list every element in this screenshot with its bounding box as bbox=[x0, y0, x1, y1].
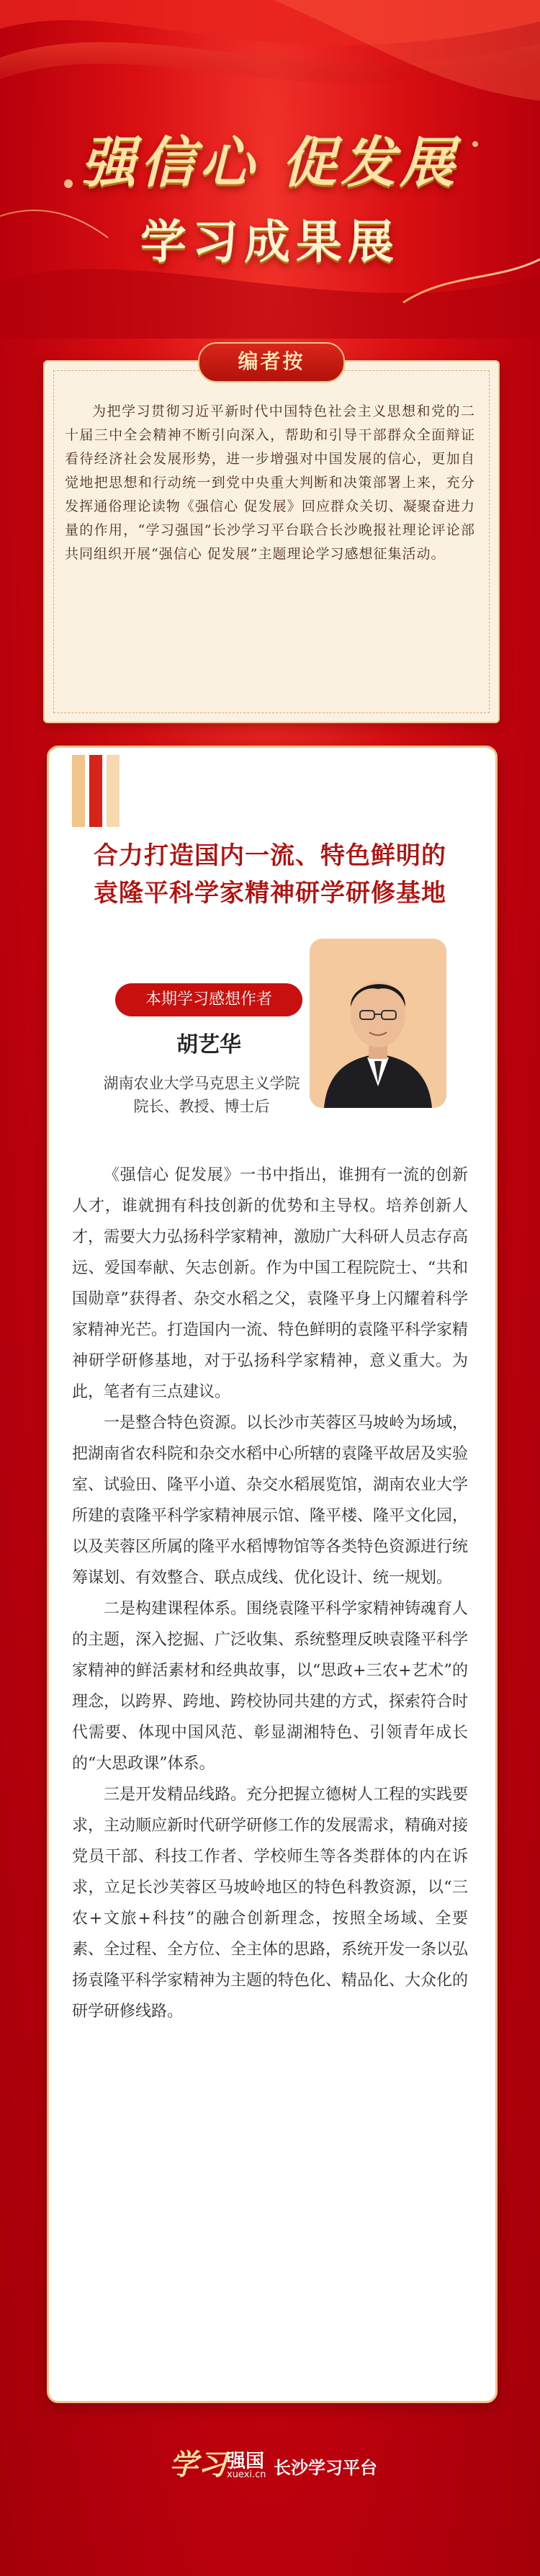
author-portrait-illustration bbox=[310, 939, 446, 1108]
paragraph: 《强信心 促发展》一书中指出，谁拥有一流的创新人才，谁就拥有科技创新的优势和主导权。培养创新人才，需要大力弘扬科学家精神，激励广大科研人员志存高远、爱国奉献、矢志创新。作为中国工程院院士、“共和国勋章”获得者、杂交水稻之父，袁隆平身上闪耀着科学家精神光芒。打造国内一流、特色鲜明的袁隆平科学家精神研学研修基地，对于弘扬科学家精神，意义重大。为此，笔者有三点建议。 bbox=[72, 1166, 469, 1401]
paragraph: 二是构建课程体系。围绕袁隆平科学家精神铸魂育人的主题，深入挖掘、广泛收集、系统整理反映袁隆平科学家精神的鲜活素材和经典故事，以“思政+三农+艺术”的理念，以跨界、跨地、跨校协同共建的方式，探索符合时代需要、体现中国风范、彰显湖湘特色、引领青年成长的“大思政课”体系。 bbox=[72, 1600, 469, 1773]
logo-script-text: 学习 bbox=[169, 2448, 227, 2482]
editor-note-text: 为把学习贯彻习近平新时代中国特色社会主义思想和党的二十届三中全会精神不断引向深入，帮助和引导干部群众全面辩证看待经济社会发展形势，进一步增强对中国发展的信心，更加自觉地把思想和行动统一到党中央重大判断和决策部署上来，充分发挥通俗理论读物《强信心 促发展》回应群众关切、凝聚奋进力量的作用，“学习强国”长沙学习平台联合长沙晚报社理论评论部共同组织开展“强信心 促发展”主题理论学习感想征集活动。 bbox=[65, 403, 475, 562]
platform-name: 长沙学习平台 bbox=[274, 2458, 377, 2478]
article-title-line2: 袁隆平科学家精神研学研修基地 bbox=[94, 879, 446, 908]
logo-domain-text: xuexi.cn bbox=[227, 2469, 266, 2480]
ribbon-decoration-red bbox=[89, 755, 102, 827]
logo-brand-text: 强国 bbox=[227, 2451, 265, 2472]
header-banner bbox=[0, 0, 540, 339]
paragraph: 三是开发精品线路。充分把握立德树人工程的实践要求，主动顺应新时代研学研修工作的发展需求，精确对接党员干部、科技工作者、学校师生等各类群体的内在诉求，立足长沙芙蓉区马坡岭地区的特色科教资源，以“三农+文旅+科技”的融合创新理念，按照全场域、全要素、全过程、全方位、全主体的思路，系统开发一条以弘扬袁隆平科学家精神为主题的特色化、精品化、大众化的研学研修线路。 bbox=[72, 1786, 469, 2021]
paragraph: 一是整合特色资源。以长沙市芙蓉区马坡岭为场域，把湖南省农科院和杂交水稻中心所辖的袁隆平故居及实验室、试验田、隆平小道、杂交水稻展览馆，湖南农业大学所建的袁隆平科学家精神展示馆、隆平楼、隆平文化园，以及芙蓉区所属的隆平水稻博物馆等各类特色资源进行统筹谋划、有效整合、联点成线、优化设计、统一规划。 bbox=[72, 1414, 469, 1587]
author-affiliation-line2: 院长、教授、博士后 bbox=[133, 1098, 270, 1115]
article-title-line1: 合力打造国内一流、特色鲜明的 bbox=[94, 841, 446, 870]
footer-logo bbox=[169, 2442, 385, 2485]
author-name: 胡艺华 bbox=[176, 1032, 241, 1057]
sub-title: 学习成果展 bbox=[140, 216, 400, 269]
ribbon-decoration-light bbox=[107, 755, 120, 827]
editor-note-badge: 编者按 bbox=[198, 342, 345, 383]
ribbon-decoration-gold bbox=[72, 755, 85, 827]
author-affiliation-line1: 湖南农业大学马克思主义学院 bbox=[103, 1075, 300, 1092]
article-body bbox=[72, 1160, 468, 2027]
main-title: 强信心 促发展 bbox=[81, 130, 459, 194]
author-photo bbox=[310, 939, 446, 1108]
author-badge: 本期学习感想作者 bbox=[115, 983, 302, 1016]
